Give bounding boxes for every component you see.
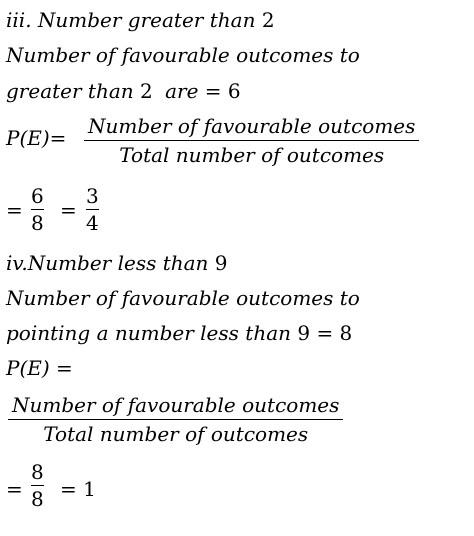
fraction-denominator: 4 (86, 211, 99, 236)
section-iv-line3-eq: 9 = 8 (297, 321, 353, 345)
section-iv-probability-fraction (12, 393, 340, 447)
section-iv-roman: iv. (6, 251, 28, 275)
section-iii-eq-prefix: = (6, 198, 23, 222)
section-iv-heading-num: 9 (214, 251, 228, 275)
section-iii-roman: iii. (6, 8, 32, 32)
section-iv-heading-text: Number less than (27, 251, 209, 275)
fraction-denominator: 8 (31, 211, 44, 236)
section-iii-line3-eq: = 6 (204, 79, 241, 103)
fraction-denominator: 8 (31, 487, 44, 512)
fraction-numerator: Number of favourable outcomes (12, 393, 340, 417)
section-iii-heading-text: Number greater than (37, 8, 256, 32)
section-iii-calc-fraction-1 (31, 184, 44, 236)
section-iii-line2: Number of favourable outcomes to (6, 43, 360, 67)
section-iv-line3 (6, 323, 352, 343)
section-iii-line3-num: 2 (140, 79, 153, 103)
section-iv-line3-text: pointing a number less than (6, 321, 291, 345)
section-iv-pe-label: P(E) = (6, 356, 73, 380)
fraction-denominator: Total number of outcomes (43, 422, 309, 447)
fraction-denominator: Total number of outcomes (119, 143, 385, 168)
fraction-numerator: 8 (31, 460, 44, 484)
section-iv-calc-fraction (31, 460, 44, 512)
fraction-bar (31, 209, 44, 210)
section-iv-calc-result: = 1 (60, 477, 96, 501)
fraction-bar (31, 485, 44, 486)
section-iii-calc-eq: = (60, 198, 77, 222)
fraction-bar (8, 419, 343, 420)
fraction-bar (86, 209, 99, 210)
section-iii-line3 (6, 81, 241, 101)
section-iv-line2: Number of favourable outcomes to (6, 286, 360, 310)
section-iii-line3-are: are (165, 79, 199, 103)
section-iv-heading (6, 253, 228, 273)
section-iii-probability-fraction (88, 114, 416, 168)
section-iii-line3-text: greater than (6, 79, 134, 103)
section-iii-heading-num: 2 (261, 8, 275, 32)
fraction-numerator: 3 (86, 184, 99, 208)
section-iii-pe-label: P(E)= (6, 126, 67, 150)
fraction-numerator: Number of favourable outcomes (88, 114, 416, 138)
fraction-numerator: 6 (31, 184, 44, 208)
section-iv-eq-prefix: = (6, 477, 23, 501)
section-iii-calc-fraction-2 (86, 184, 99, 236)
section-iii-heading (6, 10, 275, 30)
fraction-bar (84, 140, 419, 141)
